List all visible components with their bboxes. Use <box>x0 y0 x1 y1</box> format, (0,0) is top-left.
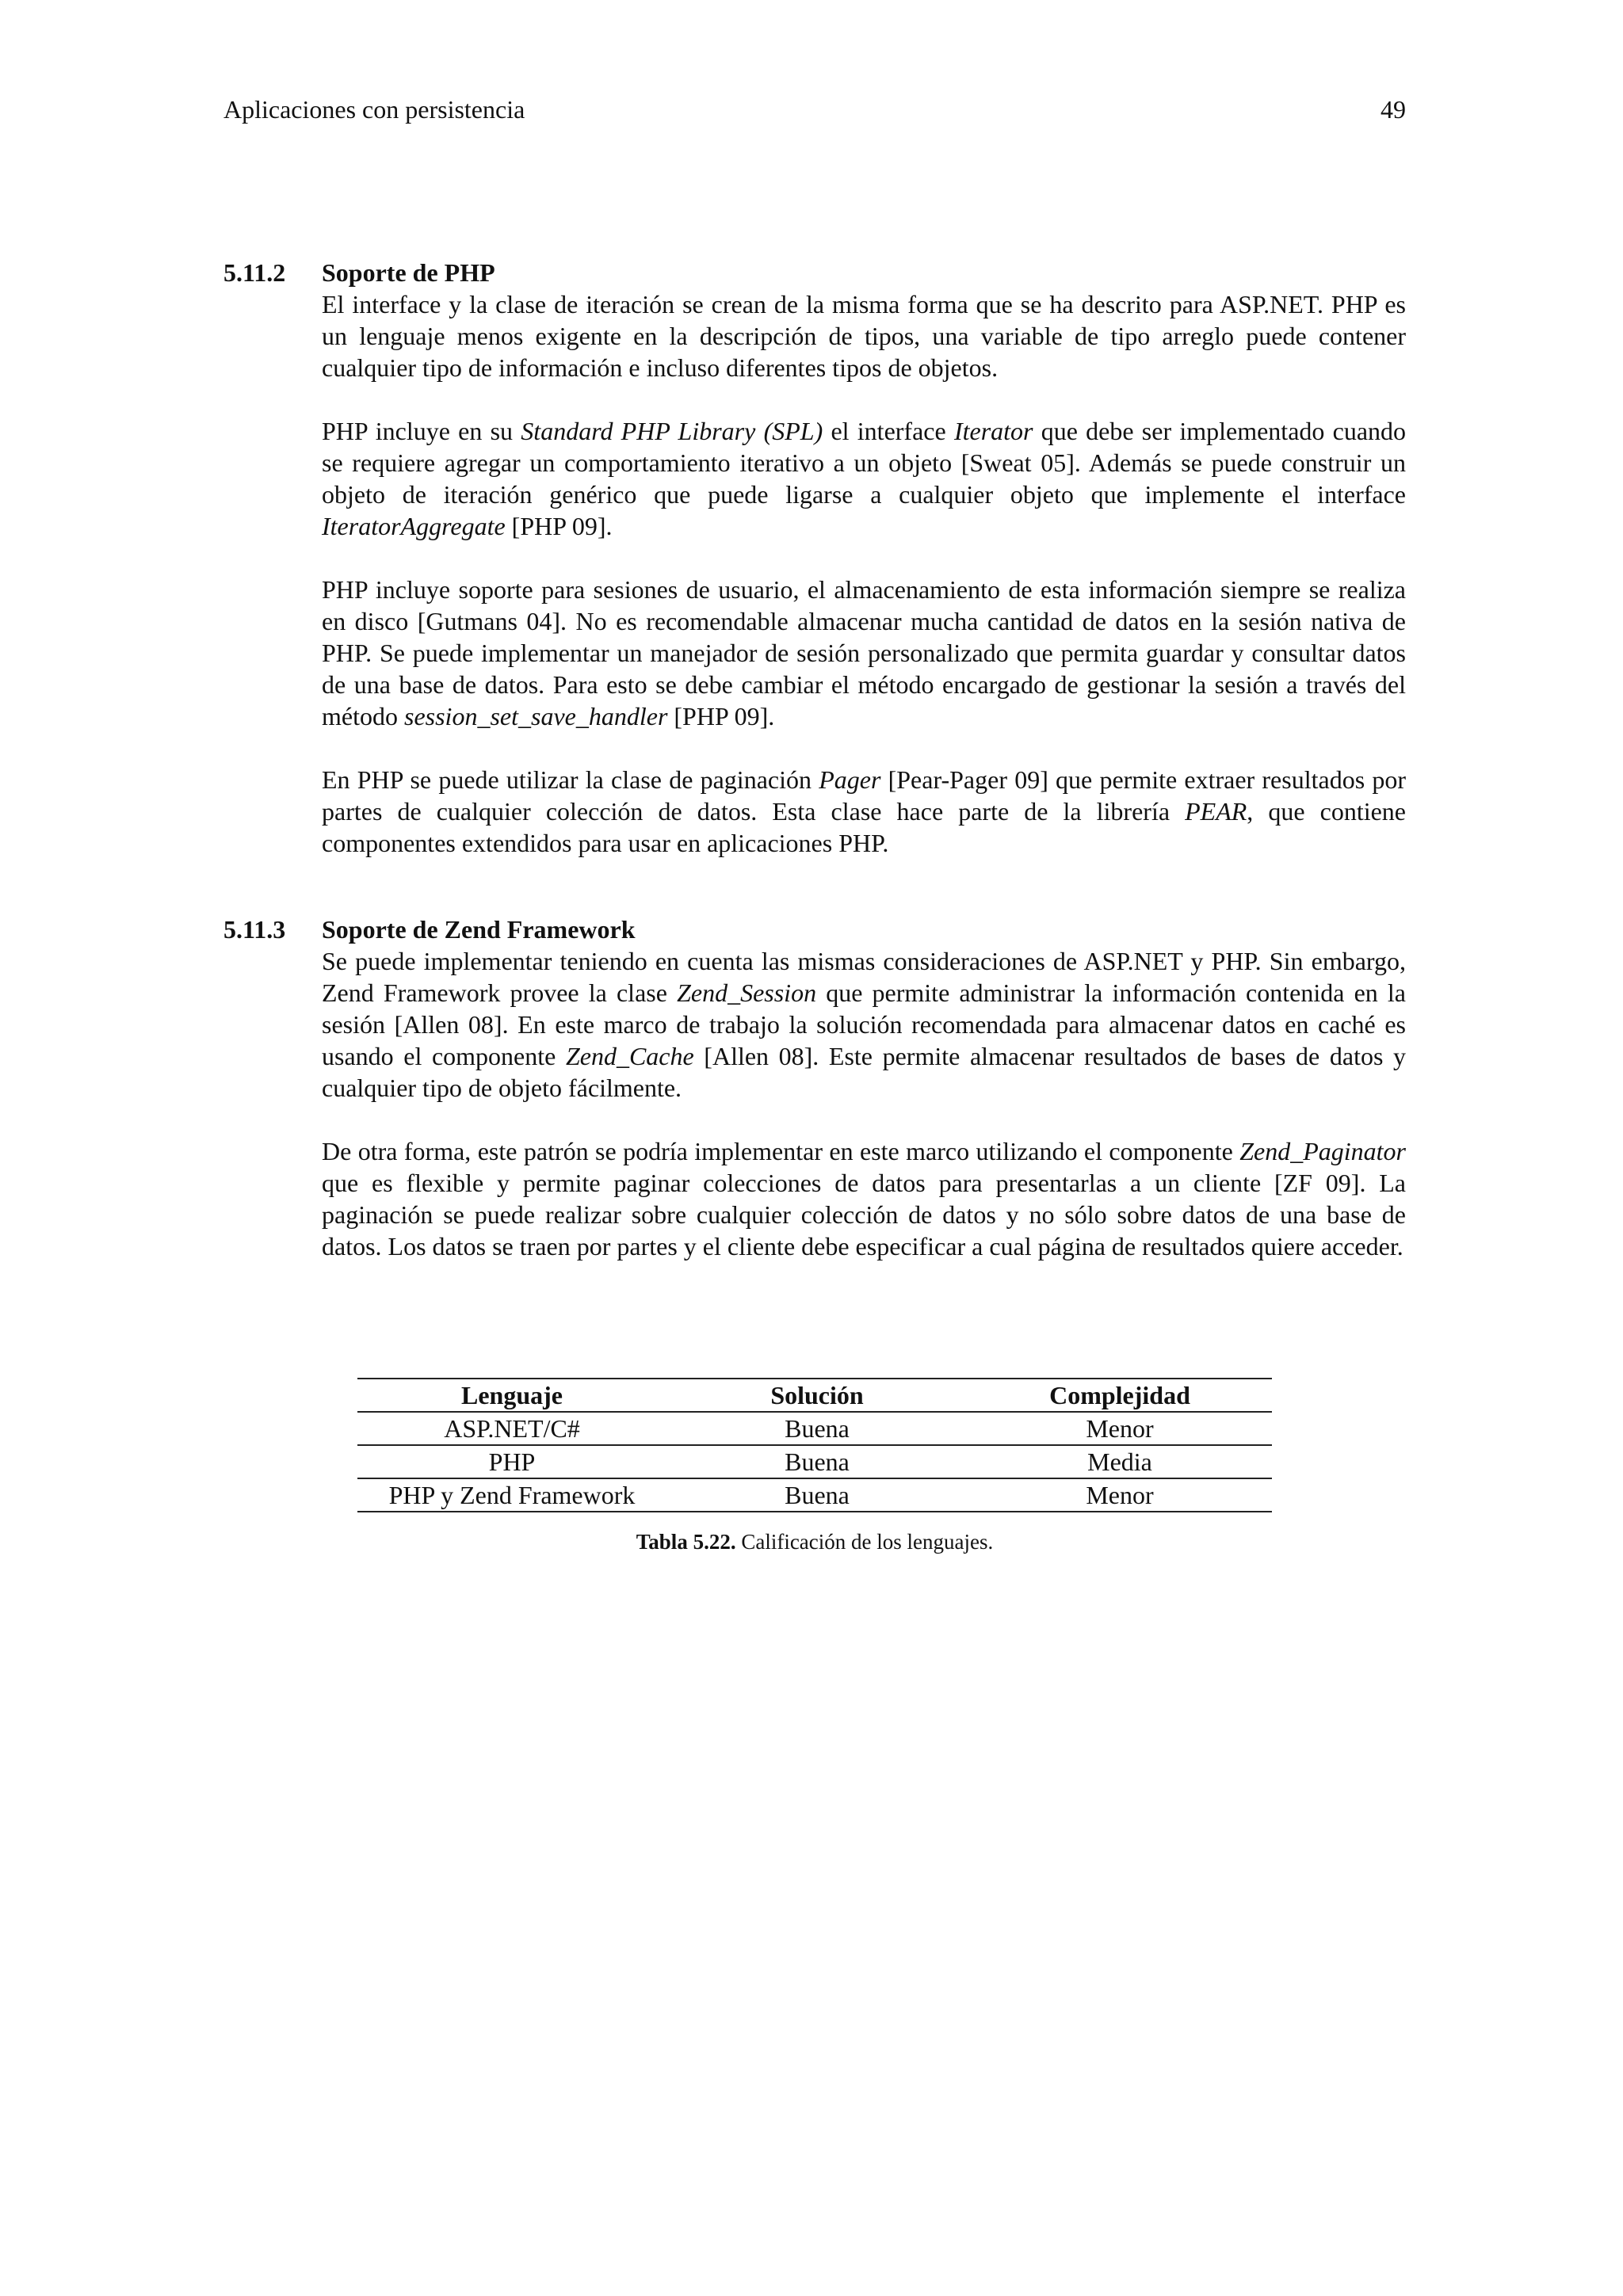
italic-term: PEAR <box>1185 797 1247 826</box>
section-title: Soporte de Zend Framework <box>322 915 636 944</box>
table-row <box>357 1412 1272 1445</box>
text-run: que permite administrar la información contenida en la sesión [Allen 08]. En este marco de trabajo la solución recomendada para almacenar datos en caché es usando el componente <box>322 978 1407 1070</box>
section-body <box>322 945 1406 1262</box>
text-run: [PHP 09]. <box>667 702 775 730</box>
section-number: 5.11.2 <box>223 258 286 287</box>
text-run: PHP incluye soporte para sesiones de usuario, el almacenamiento de esta información siempre se realiza en disco [Gutmans 04]. No es recomendable almacenar mucha cantidad de datos en la sesión nativa de PHP. Se puede implementar un manejador de sesión personalizado que permita guardar y consultar datos de una base de datos. Para esto se debe cambiar el método encargado de gestionar la sesión a través del método <box>322 575 1406 730</box>
text-run: PHP incluye en su <box>322 417 521 445</box>
caption-label: Tabla 5.22. <box>636 1530 736 1554</box>
section-body <box>322 288 1406 859</box>
body-paragraph <box>322 945 1406 1104</box>
italic-term: Standard PHP Library (SPL) <box>521 417 823 445</box>
body-paragraph <box>322 1135 1406 1262</box>
header-title: Aplicaciones con persistencia <box>223 95 525 124</box>
text-run: El interface y la clase de iteración se crean de la misma forma que se ha descrito para ASP.NET. PHP es un lenguaje menos exigente en la descripción de tipos, una variable de tipo arreglo puede contener cualquier tipo de información e incluso diferentes tipos de objetos. <box>322 290 1406 382</box>
table-cell: Buena <box>785 1414 850 1443</box>
column-header-language: Lenguaje <box>461 1381 563 1409</box>
text-run: En PHP se puede utilizar la clase de paginación <box>322 765 819 794</box>
italic-term: Zend_Cache <box>565 1042 694 1070</box>
table-cell: ASP.NET/C# <box>444 1414 580 1443</box>
table-row <box>357 1445 1272 1478</box>
caption-text: Calificación de los lenguajes. <box>735 1530 994 1554</box>
table-row <box>357 1478 1272 1512</box>
text-run: [PHP 09]. <box>505 512 613 540</box>
table-cell: Buena <box>785 1481 850 1509</box>
table-cell: Buena <box>785 1447 850 1476</box>
language-rating-table-block <box>357 1378 1272 1555</box>
table-cell: Menor <box>1086 1481 1154 1509</box>
column-header-complexity: Complejidad <box>1049 1381 1190 1409</box>
text-run: [Pear-Pager 09] que permite extraer resultados por partes de cualquier colección de datos. Esta clase hace parte de la librería <box>322 765 1407 826</box>
language-rating-table <box>357 1378 1272 1512</box>
table-cell: PHP y Zend Framework <box>388 1481 636 1509</box>
table-cell: PHP <box>488 1447 536 1476</box>
italic-term: IteratorAggregate <box>322 512 506 540</box>
text-run: que debe ser implementado cuando se requiere agregar un comportamiento iterativo a un objeto [Sweat 05]. Además se puede construir un objeto de iteración genérico que puede ligarse a cualquier objeto que implemente el interface <box>322 417 1407 509</box>
italic-term: Zend_Session <box>677 978 817 1007</box>
italic-term: Iterator <box>953 417 1033 445</box>
table-header-row <box>357 1379 1272 1412</box>
table-cell: Menor <box>1086 1414 1154 1443</box>
italic-term: Pager <box>819 765 881 794</box>
section-5-11-2 <box>223 257 1406 859</box>
table-caption <box>357 1528 1272 1555</box>
section-number: 5.11.3 <box>223 915 286 944</box>
body-paragraph <box>322 288 1406 383</box>
body-paragraph <box>322 415 1406 542</box>
column-header-solution: Solución <box>770 1381 864 1409</box>
italic-term: session_set_save_handler <box>403 702 668 730</box>
page-number: 49 <box>1381 95 1406 124</box>
text-run: De otra forma, este patrón se podría implementar en este marco utilizando el componente <box>322 1137 1240 1165</box>
text-run: que es flexible y permite paginar colecciones de datos para presentarlas a un cliente [ZF 09]. La paginación se puede realizar sobre cualquier colección de datos y no sólo sobre datos de una base de datos. Los datos se traen por partes y el cliente debe especificar a cual página de resultados quiere acceder. <box>322 1169 1406 1261</box>
text-run: , que contiene componentes extendidos para usar en aplicaciones PHP. <box>322 797 1407 857</box>
table-cell: Media <box>1087 1447 1152 1476</box>
section-title: Soporte de PHP <box>322 258 495 287</box>
section-heading <box>223 913 1406 945</box>
body-paragraph <box>322 764 1406 859</box>
text-run: Se puede implementar teniendo en cuenta las mismas consideraciones de ASP.NET y PHP. Sin embargo, Zend Framework provee la clase <box>322 947 1406 1007</box>
section-5-11-3 <box>223 913 1406 1262</box>
body-paragraph <box>322 574 1406 732</box>
text-run: el interface <box>823 417 954 445</box>
italic-term: Zend_Paginator <box>1239 1137 1406 1165</box>
text-run: [Allen 08]. Este permite almacenar resultados de bases de datos y cualquier tipo de objeto fácilmente. <box>322 1042 1407 1102</box>
running-header <box>223 93 1406 125</box>
section-heading <box>223 257 1406 288</box>
